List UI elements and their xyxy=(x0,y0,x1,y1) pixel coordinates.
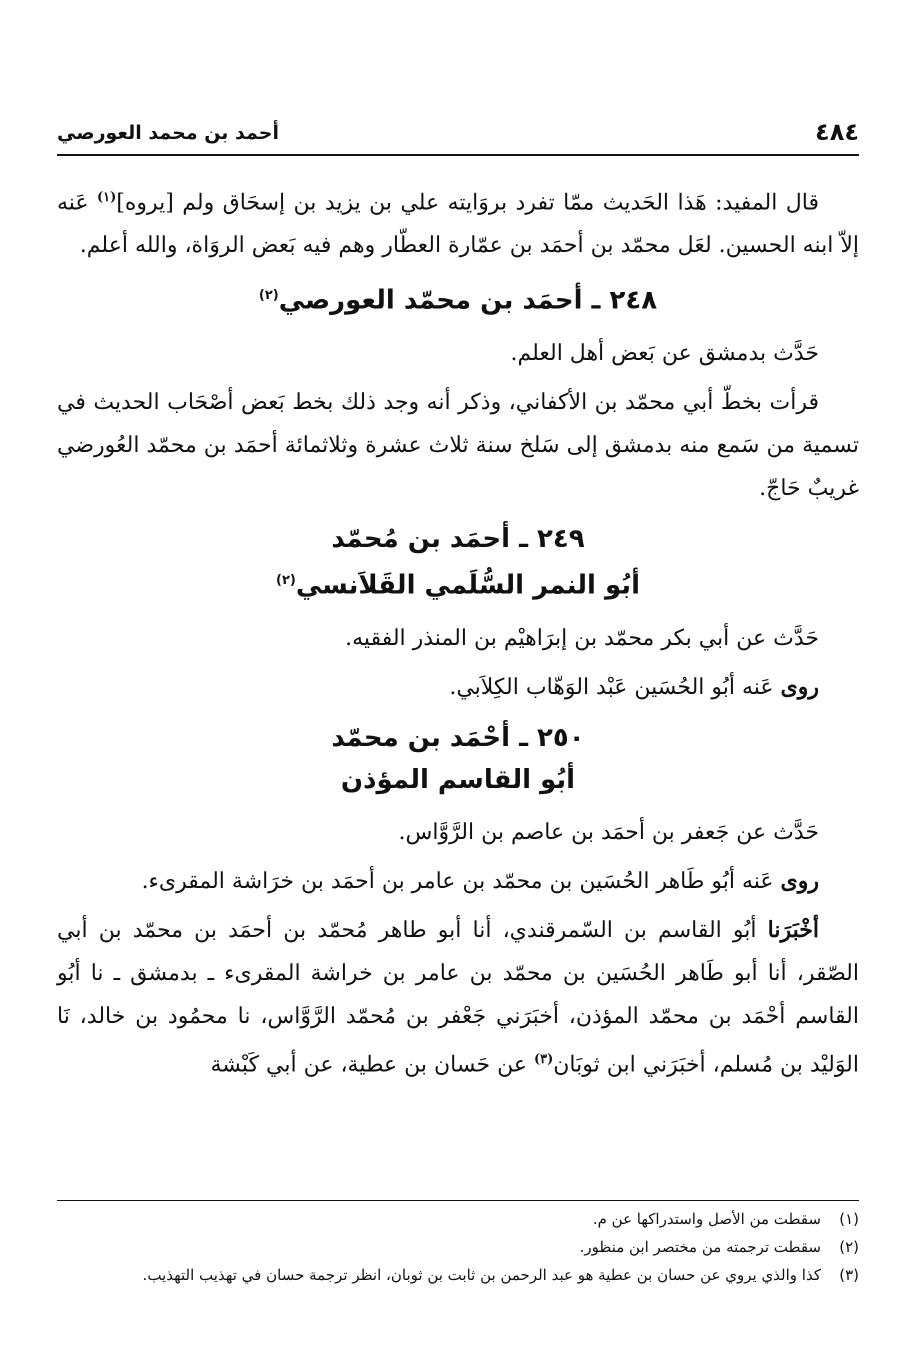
entry-250-paragraph-1: حَدَّث عن جَعفر بن أحمَد بن عاصم بن الرَّوَّاس. xyxy=(398,819,819,845)
footnotes xyxy=(57,1200,859,1289)
intro-text: قال المفيد: هَذا الحَديث ممّا تفرد بروَايته علي بن يزيد بن إسحَاق ولم [يروه] xyxy=(116,190,819,216)
page-header xyxy=(57,116,859,156)
entry-250-paragraph-2 xyxy=(57,860,859,903)
footnote-text: كذا والذي يروي عن حسان بن عطية هو عبد الرحمن بن ثابت بن ثوبان، انظر ترجمة حسان في تهذيب التهذيب. xyxy=(142,1266,821,1284)
running-title: أحمد بن محمد العورصي xyxy=(57,122,279,144)
footnote-ref-3: (٣) xyxy=(533,1051,554,1067)
footnote-number: (٣) xyxy=(839,1266,859,1284)
intro-paragraph xyxy=(57,176,859,267)
entry-250-paragraph-2-text: عَنه أبُو طَاهر الحُسَين بن محمّد بن عامر بن أحمَد بن خرَاشة المقرىء. xyxy=(141,868,781,894)
entry-249-subtitle: أبُو النمر السُّلَمي القَلاَنسي xyxy=(295,570,640,601)
entry-250-paragraph-3 xyxy=(57,909,859,1086)
entry-249-paragraph-2 xyxy=(57,666,859,709)
entry-248-heading xyxy=(57,275,859,322)
entry-250-heading xyxy=(57,717,859,801)
entry-250-paragraph-3-text-b: عن حَسان بن عطية، عن أبي كَبْشة xyxy=(210,1051,534,1077)
entry-250-title: ٢٥٠ ـ أحْمَد بن محمّد xyxy=(331,722,585,753)
footnote-ref-2b: (٢) xyxy=(275,572,296,588)
footnote-text: سقطت ترجمته من مختصر ابن منظور. xyxy=(579,1238,821,1256)
footnote-ref-1: (١) xyxy=(96,190,117,205)
intro-text-tail: عَنه إلاّ ابنه الحسين. لعَل محمّد بن أحمَد بن عمّارة العطّار وهم فيه بَعض الروَاة، والله أعلم. xyxy=(57,190,859,259)
entry-250-subtitle: أبُو القاسم المؤذن xyxy=(340,764,576,795)
footnote-number: (١) xyxy=(839,1210,859,1228)
footnote-3 xyxy=(57,1261,859,1289)
entry-249-title: ٢٤٩ ـ أحمَد بن مُحمّد xyxy=(331,523,585,554)
entry-249-paragraph-2-text: عَنه أبُو الحُسَين عَبْد الوَهّاب الكِلاَبي. xyxy=(449,674,781,700)
footnote-1 xyxy=(57,1205,859,1233)
entry-250-paragraph-3-text-a: أبُو القاسم بن السّمرقندي، أنا أبو طاهر مُحمّد بن أحمَد بن محمّد بن أبي الصّقر، أنا أبو طَاهر الحُسَين بن محمّد بن عامر بن خراشة المقرىء ـ بدمشق ـ نا أبُو القاسم أحْمَد بن محمّد المؤذن، أخبَرَني جَعْفر بن مُحمّد الرَّوَّاس، نا محمُود بن خالد، نَا الوَليْد بن مُسلم، أخبَرَني ابن ثوبَان xyxy=(57,917,860,1077)
footnote-text: سقطت من الأصل واستدراكها عن م. xyxy=(592,1210,821,1228)
footnote-2 xyxy=(57,1233,859,1261)
main-text xyxy=(57,176,859,1086)
entry-249-lead-word: روى xyxy=(780,673,819,700)
entry-250-lead-word-2: أخْبَرَنا xyxy=(767,916,819,943)
entry-250-lead-word-1: روى xyxy=(780,867,819,894)
footnote-number: (٢) xyxy=(839,1238,859,1256)
page-number: ٤٨٤ xyxy=(815,118,859,146)
entry-248-title: ٢٤٨ ـ أحمَد بن محمّد العورصي xyxy=(278,285,658,316)
footnote-ref-2a: (٢) xyxy=(258,288,279,304)
entry-248-paragraph-1: حَدَّث بدمشق عن بَعض أهل العلم. xyxy=(510,340,819,366)
entry-249-paragraph-1: حَدَّث عن أبي بكر محمّد بن إبرَاهيْم بن المنذر الفقيه. xyxy=(345,625,819,651)
entry-248-paragraph-2: قرأت بخطّ أبي محمّد بن الأكفاني، وذكر أنه وجد ذلك بخط بَعض أصْحَاب الحديث في تسمية من سَمع منه بدمشق إلى سَلخ سنة ثلاث عشرة وثلاثمائة أحمَد بن محمّد العُورضي غريبٌ حَاجّ. xyxy=(57,389,859,501)
entry-249-heading xyxy=(57,518,859,607)
